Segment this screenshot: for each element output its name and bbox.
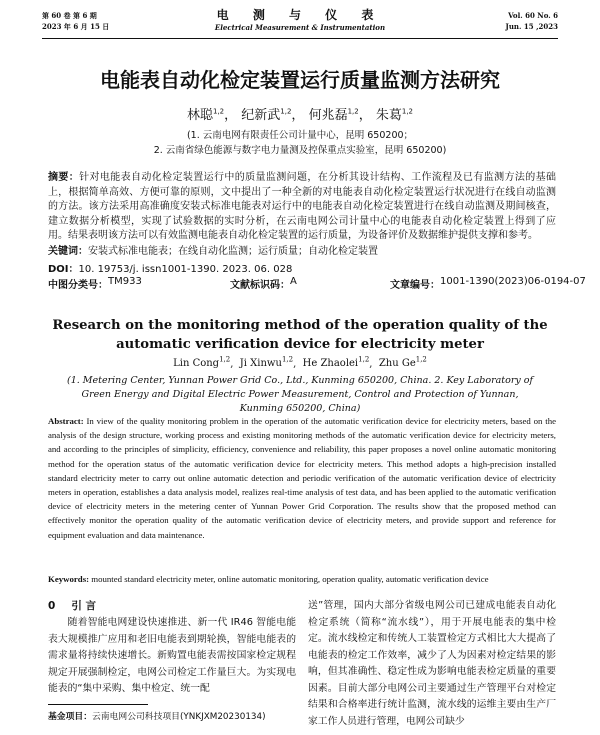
header-right	[506, 10, 558, 32]
body-column-right: 送”管理，国内大部分省级电网公司已建成电能表自动化检定系统（简称“流水线”），用于开展电能表的集中检定。流水线检定和传统人工装置检定方式相比大大提高了电能表的检定工作效率，减少了人为因素对检定结果的影响，但其准确性、稳定性成为影响电能表检定质量的重要因素。目前大部分电网公司主要通过生产管理平台对检定结果和合格率进行统计监测，流水线的运维主要由生产厂家工作人员进行管理，电网公司缺少	[308, 600, 556, 727]
author-en: Lin Cong$^{1,2}$	[173, 356, 231, 370]
section-heading: 0 引 言	[48, 600, 96, 612]
date-en: Jun. 15 ,2023	[505, 22, 558, 31]
clc-number: 中图分类号： TM933	[48, 276, 142, 291]
author-cn: 何兆磊$^{1,2}$	[308, 107, 359, 123]
author-cn: 朱葛$^{1,2}$	[375, 107, 414, 123]
abstract-en-text: In view of the quality monitoring problem in the operation of the automatic verification device for electricity meters, based on the analysis of the design structure, working process and existing monitoring methods of the automatic verification device for electricity meters, and according to the principles of simplicity, efficiency, convenience and reliability, this paper proposes a novel online automatic monitoring method for the operation status of the automatic verification device for electricity meters. This method adopts a high-precision installed standard electricity meter to carry out online automatic detection and periodic verification of the automatic verification device of electricity meters in operation, establishes a data analysis model, realizes real-time analysis of test data, and has been applied to the automatic verification device of electricity meters in the metering center of Yunnan Power Grid Corporation. The results show that the proposed method can effectively monitor the operation quality of the automatic verification device of electricity meters, and provide support and reference for equipment evaluation and data maintenance.	[48, 416, 556, 540]
paper-title-en: Research on the monitoring method of the operation quality of the automatic verification device for electricity meter	[52, 318, 548, 352]
funding-note: 基金项目：云南电网公司科技项目(YNKJXM20230134)	[48, 712, 266, 722]
keywords-en	[48, 574, 556, 584]
paper-title-cn: 电能表自动化检定装置运行质量监测方法研究	[100, 68, 500, 92]
affiliation-en: (1. Metering Center, Yunnan Power Grid Co., Ltd., Kunming 650200, China. 2. Key Laboratory of Green Energy and Digital Electric Power Measurement, Control and Protection of Yunnan, Kunming 650200, China)	[67, 375, 533, 414]
author-cn: 纪新武$^{1,2}$	[241, 107, 292, 123]
footnote-divider	[48, 704, 148, 705]
author-en: Zhu Ge$^{1,2}$	[378, 356, 427, 370]
article-number: 文章编号： 1001-1390(2023)06-0194-07	[390, 276, 586, 291]
author-cn: 林聪$^{1,2}$	[186, 107, 225, 123]
journal-name-en: Electrical Measurement & Instrumentation	[214, 23, 386, 32]
journal-name-cn: 电 测 与 仪 表	[216, 8, 384, 22]
doi: DOI：10. 19753/j. issn1001-1390. 2023. 06. 028	[48, 264, 293, 275]
running-header	[42, 8, 558, 39]
keywords-cn	[48, 245, 556, 260]
abstract-cn	[48, 171, 556, 244]
document-code: 文献标识码： A	[230, 276, 297, 291]
abstract-cn-text: 针对电能表自动化检定装置运行中的质量监测问题，在分析其设计结构、工作流程及已有监测方法的基础上，根据简单高效、方便可靠的原则，文中提出了一种全新的对电能表自动化检定装置运行状况进行在线自动监测的方法。该方法采用高准确度安装式标准电能表对运行中的电能表自动化检定装置进行在线自动监测及期间核查，建立数据分析模型，实现了试验数据的实时分析，在云南电网公司计量中心的电能表自动化检定装置上得到了应用。结果表明该方法可以有效监测电能表自动化检定装置的运行质量，为设备评价及数据维护提供支撑和参考。	[48, 172, 556, 242]
author-en: He Zhaolei$^{1,2}$	[302, 356, 370, 370]
abstract-cn-label: 摘要：	[48, 172, 80, 183]
body-column-left: 随着智能电网建设快速推进、新一代 IR46 智能电能表大规模推广应用和老旧电能表到期轮换，智能电能表的需求量将持续快速增长。新购置电能表需按国家检定规程规定开展强制检定，电网公司检定工作量巨大。为实现电能表的“集中采购、集中检定、统一配	[48, 617, 296, 694]
volume-en: Vol. 60 No. 6	[508, 11, 558, 20]
keywords-en-text: mounted standard electricity meter, online automatic monitoring, operation quality, automatic verification device	[91, 574, 489, 584]
header-center	[42, 8, 558, 33]
affiliation-cn-1: (1. 云南电网有限责任公司计量中心，昆明 650200；	[186, 130, 414, 141]
affiliation-cn-2: 2. 云南省绿色能源与数字电力量测及控保重点实验室，昆明 650200)	[153, 145, 447, 156]
date-cn: 2023 年 6 月 15 日	[42, 22, 110, 31]
keywords-cn-label: 关键词：	[48, 246, 88, 257]
keywords-cn-text: 安装式标准电能表；在线自动化监测；运行质量；自动化检定装置	[88, 246, 378, 257]
keywords-en-label: Keywords:	[48, 574, 90, 584]
authors-cn: 林聪$^{1,2}$， 纪新武$^{1,2}$， 何兆磊$^{1,2}$， 朱葛$^{1,2}$	[186, 107, 414, 123]
volume-cn: 第 60 卷 第 6 期	[42, 11, 97, 20]
abstract-en	[48, 414, 556, 542]
authors-en: Lin Cong$^{1,2}$, Ji Xinwu$^{1,2}$, He Zhaolei$^{1,2}$, Zhu Ge$^{1,2}$	[173, 356, 427, 370]
author-en: Ji Xinwu$^{1,2}$	[239, 356, 294, 370]
abstract-en-label: Abstract:	[48, 416, 84, 426]
